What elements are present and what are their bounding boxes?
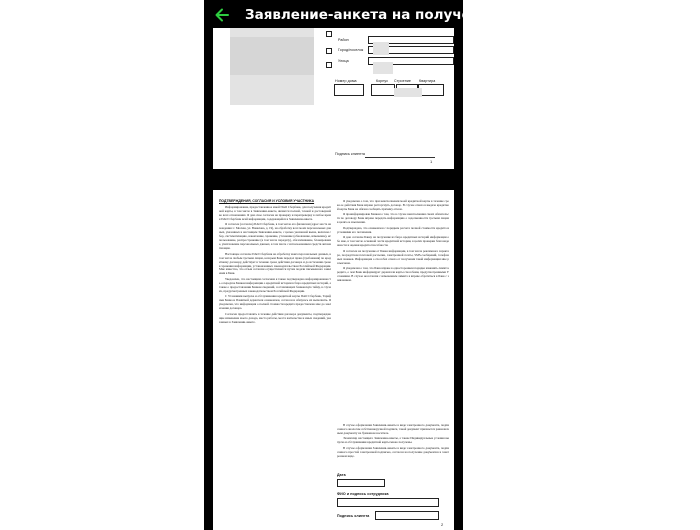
client-signature-label: Подпись клиента <box>337 514 370 518</box>
paragraph: С Условиями выпуска и обслуживания кредитной карты ПАО Сбербанк, Тарифами Банка и Памяткой держателя ознакомлен, согласен и обязуюсь их выполнять. Я уведомлен, что информация о полной стоимости кредита предоставлена мне до заключения договора. <box>219 294 331 311</box>
paragraph: Уведомлен, что настоящим согласием я также подтверждаю информированность о передаче Банком информации о кредитной истории в бюро кредитных историй, а также о предоставлении Банком сведений, составляющих банковскую тайну, в случаях, предусмотренных законодательством Российской Федерации. <box>219 276 331 293</box>
document-page-2[interactable] <box>213 190 454 530</box>
section-heading: ПОДТВЕРЖДЕНИЯ, СОГЛАСИЯ И УСЛОВИЯ УЧАСТНИКА <box>219 199 315 203</box>
paragraph: Информирование, предоставленное мной ПАО Сбербанк, для получения кредитной карты, в том числе в Заявлении-анкете, является полной, точной и достоверной во всех отношениях. Я даю свое согласие на проверку и перепроверку в любое время ПАО Сбербанк всей информации, содержащейся в Заявлении-анкете. <box>219 205 332 221</box>
checkbox <box>326 62 332 68</box>
field-label: Район <box>338 38 349 42</box>
field-label: Корпус <box>376 79 389 83</box>
field-label: Улица <box>338 59 349 63</box>
redacted-block <box>394 88 422 97</box>
paragraph: Я даю согласие Банку на получение из бюро кредитных историй информации обо мне, в том числе основной части кредитной истории, в целях проверки благонадежности и оценки кредитоспособности. <box>337 235 449 248</box>
field-label: Город/поселок <box>338 48 364 52</box>
field-label: Квартира <box>419 79 436 83</box>
date-box <box>337 479 385 487</box>
paragraph: Экземпляр настоящего Заявления-анкеты, а также Индивидуальные условия выпуска и обслуживания кредитной карты мною получены. <box>337 436 449 445</box>
terms-column-left <box>219 206 331 476</box>
redacted-block <box>230 28 314 37</box>
field-label: Номер дома <box>335 79 357 83</box>
redacted-block <box>373 62 393 74</box>
signature-label: Подпись клиента <box>335 152 366 156</box>
paragraph: Я уведомлен о том, что при неисполнении моей кредитной карты в течение срока ее действия Банк вправе расторгнуть договор. В случае отказа в выдаче кредитной карты Банк не обязан сообщать причину отказа. <box>337 199 449 211</box>
redacted-block <box>230 37 314 75</box>
checkbox <box>326 48 332 54</box>
page-number: 2 <box>441 522 444 527</box>
back-button[interactable] <box>213 6 231 24</box>
redacted-block <box>230 75 314 105</box>
checkbox <box>326 31 332 37</box>
terms-column-right-footer <box>337 424 449 468</box>
paragraph: В случае оформления Заявления-анкеты в виде электронного документа, подписанного простой электронной подписью, согласен на получение документов в электронном виде. <box>337 445 449 458</box>
client-signature-box <box>375 511 439 520</box>
paragraph: Настоящее согласие ПАО Сбербанк на обработку моих персональных данных, в том числе любым третьим лицам, которым Банк передал права (требования) по кредитному договору, действует в течение срока действия договора и до истечения сроков хранения информации, установленных законодательством Российской Федерации. Мне известно, что отзыв согласия осуществляется путем подачи письменного заявления в Банк. <box>219 251 331 276</box>
field-label: Строение <box>394 79 412 83</box>
page-number: 1 <box>430 159 433 164</box>
paragraph: Подтверждаю, что ознакомлен с порядком расчета полной стоимости кредита и условиями его погашения. <box>337 225 449 234</box>
paragraph: Согласен предоставлять в течение действия договора документы, подтверждающие изменение моего дохода, места работы, места жительства и иных сведений, указанных в Заявлении-анкете. <box>219 311 331 324</box>
document-page-1[interactable] <box>213 28 454 169</box>
paragraph: Я согласен (согласна) ПАО Сбербанк, в том числе его филиалам (адрес места нахождения: г. Москва, ул. Вавилова, д. 19), на обработку всех моих персональных данных, указанных в настоящем Заявлении-анкете, с целью указанной выше, включая сбор, систематизацию, накопление, хранение, уточнение (обновление, изменение), использование, распространение (в том числе передачу), обезличивание, блокирование, уничтожение персональных данных, в том числе с использованием средств автоматизации. <box>219 222 332 251</box>
paragraph: Я согласен на получение от Банка информации, в том числе рекламного характера, посредством почтовой рассылки, электронной почты, SMS-сообщений, телефонных звонков. Информация о способах отказа от получения такой информации мне разъяснена. <box>337 248 449 265</box>
employee-label: ФИО и подпись сотрудника <box>337 492 389 496</box>
paragraph: Я проинформирован Банком о том, что в случае неисполнения своих обязательств по договору Банк вправе передать информацию о задолженности третьим лицам в целях ее взыскания. <box>337 212 449 225</box>
input-box <box>334 84 364 96</box>
signature-line <box>365 157 435 158</box>
app-bar <box>204 0 505 30</box>
date-label: Дата <box>337 473 346 477</box>
phone-screen <box>204 0 505 530</box>
input-box <box>371 84 395 96</box>
arrow-left-icon <box>215 8 229 22</box>
redacted-block <box>373 42 389 55</box>
paragraph: В случае оформления Заявления-анкеты в виде электронного документа, подписанного аналогом собственноручной подписи, такой документ признается равнозначным документу на бумажном носителе. <box>337 423 449 435</box>
document-title: Заявление-анкета на получени... <box>245 7 505 23</box>
employee-signature-box <box>337 498 439 507</box>
paragraph: Я уведомлен о том, что Банк вправе в одностороннем порядке изменять лимит кредита, о чем Банк информирует держателя карты способами, предусмотренными Условиями. В случае несогласия с изменением лимита я вправе обратиться в Банк с заявлением. <box>337 266 449 283</box>
terms-column-right <box>337 200 449 418</box>
